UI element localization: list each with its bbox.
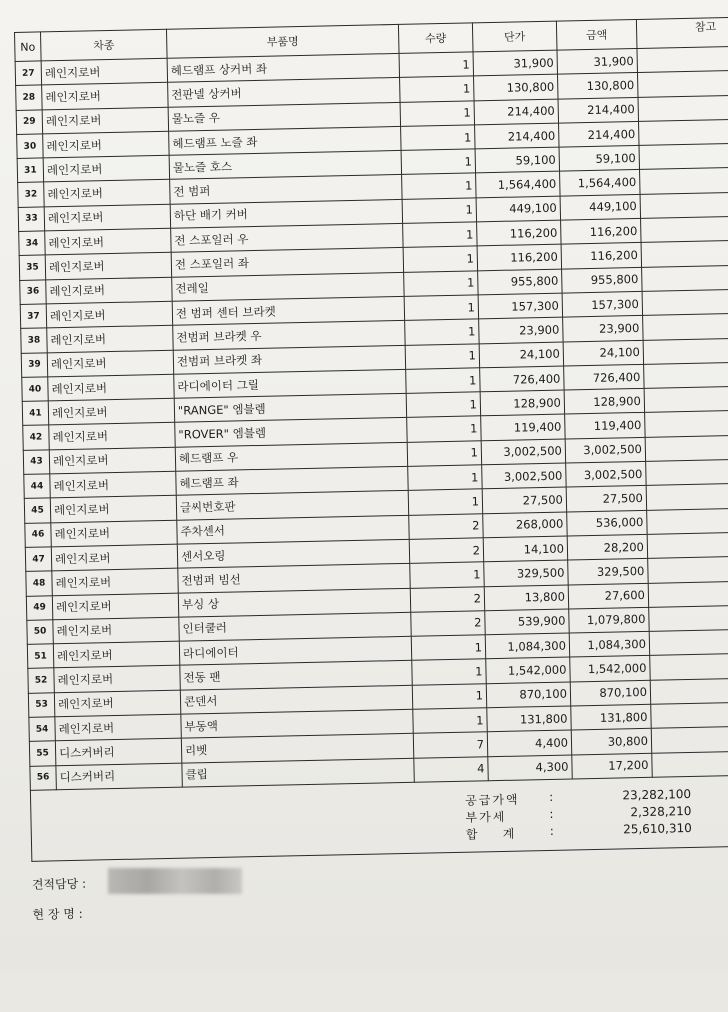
row-amount: 214,400 (559, 121, 639, 147)
row-amount: 23,900 (563, 316, 643, 342)
row-note (639, 118, 728, 145)
row-no: 47 (25, 547, 52, 572)
row-note (638, 94, 728, 121)
row-qty: 1 (401, 149, 475, 175)
row-no: 29 (16, 110, 43, 135)
row-qty: 7 (413, 732, 487, 758)
row-part: 전범퍼 브라켓 우 (173, 321, 405, 350)
row-note (643, 313, 728, 340)
header-car: 차종 (41, 29, 168, 61)
estimator-label: 견적담당 : (31, 876, 87, 892)
row-price: 4,300 (488, 755, 572, 781)
row-price: 23,900 (479, 317, 563, 343)
row-qty: 1 (408, 489, 482, 515)
row-car: 레인지로버 (48, 374, 174, 401)
total-value: 25,610,310 (622, 820, 692, 837)
row-part: 부싱 상 (178, 588, 410, 617)
row-amount: 28,200 (567, 534, 647, 560)
row-car: 디스커버리 (55, 738, 181, 765)
row-part: 물노즐 우 (168, 102, 400, 131)
row-price: 119,400 (481, 415, 565, 441)
row-note (650, 677, 728, 704)
row-qty: 1 (412, 683, 486, 709)
row-part: 콘덴서 (180, 685, 412, 714)
row-note (648, 556, 728, 583)
row-qty: 4 (414, 756, 488, 782)
row-amount: 1,079,800 (569, 607, 649, 633)
row-amount: 329,500 (568, 559, 648, 585)
row-car: 레인지로버 (43, 155, 169, 182)
row-note (651, 701, 728, 728)
row-part: 전 범퍼 센터 브라켓 (172, 296, 404, 325)
row-price: 59,100 (475, 147, 559, 173)
row-price: 116,200 (477, 220, 561, 246)
row-part: 센서오링 (177, 539, 409, 568)
row-price: 13,800 (484, 585, 568, 611)
row-price: 130,800 (474, 74, 558, 100)
row-no: 31 (17, 158, 44, 183)
row-price: 539,900 (485, 609, 569, 635)
row-note (647, 507, 728, 534)
row-qty: 1 (406, 368, 480, 394)
estimate-sheet (14, 16, 728, 1012)
row-car: 레인지로버 (54, 690, 180, 717)
row-no: 54 (29, 717, 56, 742)
row-qty: 1 (412, 659, 486, 685)
row-car: 레인지로버 (42, 83, 168, 110)
row-car: 레인지로버 (43, 131, 169, 158)
row-car: 레인지로버 (44, 204, 170, 231)
row-no: 53 (28, 693, 55, 718)
row-no: 30 (17, 134, 44, 159)
row-car: 레인지로버 (51, 520, 177, 547)
row-price: 27,500 (482, 487, 566, 513)
row-note (645, 434, 728, 461)
row-note (646, 459, 728, 486)
row-qty: 1 (403, 246, 477, 272)
row-price: 1,564,400 (476, 172, 560, 198)
row-car: 레인지로버 (46, 277, 172, 304)
row-qty: 1 (407, 416, 481, 442)
row-no: 37 (20, 304, 47, 329)
row-qty: 1 (403, 222, 477, 248)
row-qty: 1 (402, 198, 476, 224)
row-price: 31,900 (473, 50, 557, 76)
row-price: 449,100 (476, 196, 560, 222)
row-qty: 1 (404, 295, 478, 321)
row-part: 전 범퍼 (170, 175, 402, 204)
row-no: 45 (24, 498, 51, 523)
row-amount: 27,500 (566, 486, 646, 512)
row-note (652, 750, 728, 777)
row-part: 전범퍼 빔선 (178, 564, 410, 593)
row-no: 41 (22, 401, 49, 426)
row-price: 955,800 (478, 269, 562, 295)
row-price: 214,400 (475, 123, 559, 149)
row-car: 레인지로버 (53, 617, 179, 644)
row-car: 레인지로버 (49, 423, 175, 450)
row-part: 헤드램프 노즐 좌 (169, 126, 401, 155)
row-car: 레인지로버 (47, 326, 173, 353)
row-part: 전판넬 상커버 (168, 78, 400, 107)
row-car: 레인지로버 (42, 107, 168, 134)
supply-value: 23,282,100 (622, 786, 692, 803)
row-amount: 157,300 (562, 291, 642, 317)
row-price: 24,100 (479, 342, 563, 368)
row-price: 329,500 (484, 560, 568, 586)
row-part: 리벳 (181, 734, 413, 763)
row-note (648, 580, 728, 607)
row-no: 42 (23, 425, 50, 450)
row-qty: 1 (407, 441, 481, 467)
row-part: 전동 팬 (180, 661, 412, 690)
row-part: 헤드램프 상커버 좌 (167, 53, 399, 82)
row-car: 레인지로버 (45, 228, 171, 255)
vat-label: 부가세 (465, 809, 507, 825)
row-note (649, 629, 728, 656)
row-part: 물노즐 호스 (169, 151, 401, 180)
row-no: 35 (19, 255, 46, 280)
row-price: 157,300 (478, 293, 562, 319)
row-qty: 1 (404, 271, 478, 297)
row-price: 214,400 (474, 99, 558, 125)
row-car: 레인지로버 (55, 714, 181, 741)
row-car: 레인지로버 (54, 666, 180, 693)
row-amount: 31,900 (557, 48, 637, 74)
row-price: 268,000 (483, 512, 567, 538)
row-part: 라디에이터 그릴 (174, 369, 406, 398)
row-no: 51 (27, 644, 54, 669)
row-amount: 116,200 (561, 243, 641, 269)
row-car: 레인지로버 (51, 544, 177, 571)
row-no: 44 (24, 474, 51, 499)
header-no: No (15, 32, 42, 62)
row-no: 56 (30, 765, 57, 790)
row-part: 헤드램프 우 (175, 442, 407, 471)
row-qty: 1 (405, 319, 479, 345)
row-part: 라디에이터 (179, 636, 411, 665)
row-no: 50 (27, 620, 54, 645)
row-price: 1,542,000 (486, 657, 570, 683)
row-part: 하단 배기 커버 (170, 199, 402, 228)
row-no: 33 (18, 207, 45, 232)
row-note (637, 70, 728, 97)
supply-label: 공급가액 (465, 792, 520, 808)
row-part: 인터쿨러 (179, 612, 411, 641)
row-no: 52 (28, 668, 55, 693)
row-amount: 726,400 (564, 364, 644, 390)
vat-value: 2,328,210 (630, 803, 692, 820)
row-qty: 2 (409, 513, 483, 539)
row-amount: 116,200 (561, 218, 641, 244)
total-row (466, 821, 692, 843)
row-car: 레인지로버 (45, 253, 171, 280)
header-amount: 금액 (556, 19, 637, 50)
row-note (639, 143, 728, 170)
row-part: 부동액 (181, 709, 413, 738)
row-part: "ROVER" 엠블렘 (175, 418, 407, 447)
header-note: 참고 (636, 17, 728, 49)
row-qty: 2 (409, 538, 483, 564)
row-part: 전레일 (172, 272, 404, 301)
header-part: 부품명 (166, 24, 399, 58)
row-amount: 955,800 (562, 267, 642, 293)
row-car: 레인지로버 (41, 58, 167, 85)
row-car: 레인지로버 (52, 568, 178, 595)
row-qty: 1 (408, 465, 482, 491)
row-part: "RANGE" 엠블렘 (174, 394, 406, 423)
row-amount: 59,100 (559, 146, 639, 172)
row-qty: 1 (413, 708, 487, 734)
row-note (637, 46, 728, 73)
row-part: 전 스포일러 우 (171, 223, 403, 252)
row-amount: 128,900 (564, 389, 644, 415)
row-qty: 1 (405, 343, 479, 369)
row-price: 3,002,500 (482, 463, 566, 489)
row-note (642, 264, 728, 291)
row-price: 131,800 (487, 706, 571, 732)
row-no: 46 (25, 522, 52, 547)
row-no: 38 (21, 328, 48, 353)
row-car: 레인지로버 (53, 641, 179, 668)
row-car: 디스커버리 (56, 763, 182, 790)
row-amount: 119,400 (565, 413, 645, 439)
site-label: 현 장 명 : (32, 906, 83, 922)
row-amount: 27,600 (568, 583, 648, 609)
total-colon: : (549, 823, 555, 838)
row-qty: 1 (400, 100, 474, 126)
row-no: 39 (21, 352, 48, 377)
row-amount: 24,100 (563, 340, 643, 366)
row-note (643, 337, 728, 364)
row-amount: 536,000 (567, 510, 647, 536)
header-price: 단가 (472, 21, 557, 52)
row-part: 주차센서 (177, 515, 409, 544)
row-price: 1,084,300 (485, 633, 569, 659)
row-car: 레인지로버 (46, 301, 172, 328)
row-amount: 214,400 (558, 97, 638, 123)
total-label: 합 계 (465, 826, 517, 842)
row-qty: 1 (401, 125, 475, 151)
row-note (645, 410, 728, 437)
row-qty: 1 (410, 562, 484, 588)
row-car: 레인지로버 (48, 398, 174, 425)
row-price: 128,900 (480, 390, 564, 416)
row-car: 레인지로버 (47, 350, 173, 377)
row-price: 3,002,500 (481, 439, 565, 465)
row-no: 32 (18, 182, 45, 207)
row-qty: 1 (406, 392, 480, 418)
row-part: 헤드램프 좌 (176, 466, 408, 495)
row-qty: 1 (411, 635, 485, 661)
row-qty: 2 (410, 586, 484, 612)
row-no: 40 (22, 377, 49, 402)
footer-section (31, 846, 728, 982)
row-no: 55 (29, 741, 56, 766)
row-note (641, 240, 728, 267)
row-amount: 1,084,300 (569, 631, 649, 657)
supply-colon: : (548, 789, 554, 804)
row-note (641, 216, 728, 243)
row-note (649, 604, 728, 631)
row-qty: 1 (400, 76, 474, 102)
row-qty: 1 (399, 52, 473, 78)
row-note (644, 361, 728, 388)
row-no: 36 (20, 280, 47, 305)
row-note (640, 191, 728, 218)
redacted-name-block (108, 868, 242, 894)
row-price: 14,100 (483, 536, 567, 562)
row-price: 870,100 (486, 682, 570, 708)
row-no: 27 (15, 61, 42, 86)
row-car: 레인지로버 (44, 180, 170, 207)
row-price: 116,200 (477, 244, 561, 270)
header-qty: 수량 (398, 23, 473, 54)
row-amount: 870,100 (570, 680, 650, 706)
row-amount: 130,800 (558, 73, 638, 99)
row-car: 레인지로버 (50, 496, 176, 523)
row-note (647, 531, 728, 558)
row-qty: 2 (411, 611, 485, 637)
row-part: 전범퍼 브라켓 좌 (173, 345, 405, 374)
row-no: 43 (23, 450, 50, 475)
row-no: 28 (16, 85, 43, 110)
row-amount: 1,542,000 (570, 656, 650, 682)
row-part: 클립 (182, 758, 414, 787)
row-note (640, 167, 728, 194)
row-no: 48 (26, 571, 53, 596)
row-price: 4,400 (487, 730, 571, 756)
row-amount: 3,002,500 (565, 437, 645, 463)
parts-table (14, 16, 728, 791)
row-part: 전 스포일러 좌 (171, 248, 403, 277)
row-no: 49 (26, 595, 53, 620)
row-amount: 131,800 (571, 704, 651, 730)
row-car: 레인지로버 (49, 447, 175, 474)
row-car: 레인지로버 (50, 471, 176, 498)
row-amount: 17,200 (572, 753, 652, 779)
row-car: 레인지로버 (52, 593, 178, 620)
row-amount: 3,002,500 (566, 461, 646, 487)
row-note (644, 386, 728, 413)
row-amount: 30,800 (571, 729, 651, 755)
row-qty: 1 (402, 173, 476, 199)
vat-colon: : (549, 806, 554, 821)
row-price: 726,400 (480, 366, 564, 392)
table-body (15, 46, 728, 791)
row-amount: 449,100 (560, 194, 640, 220)
row-note (651, 726, 728, 753)
row-part: 글씨번호판 (176, 491, 408, 520)
row-amount: 1,564,400 (560, 170, 640, 196)
row-no: 34 (19, 231, 46, 256)
row-note (650, 653, 728, 680)
row-note (646, 483, 728, 510)
row-note (642, 288, 728, 315)
